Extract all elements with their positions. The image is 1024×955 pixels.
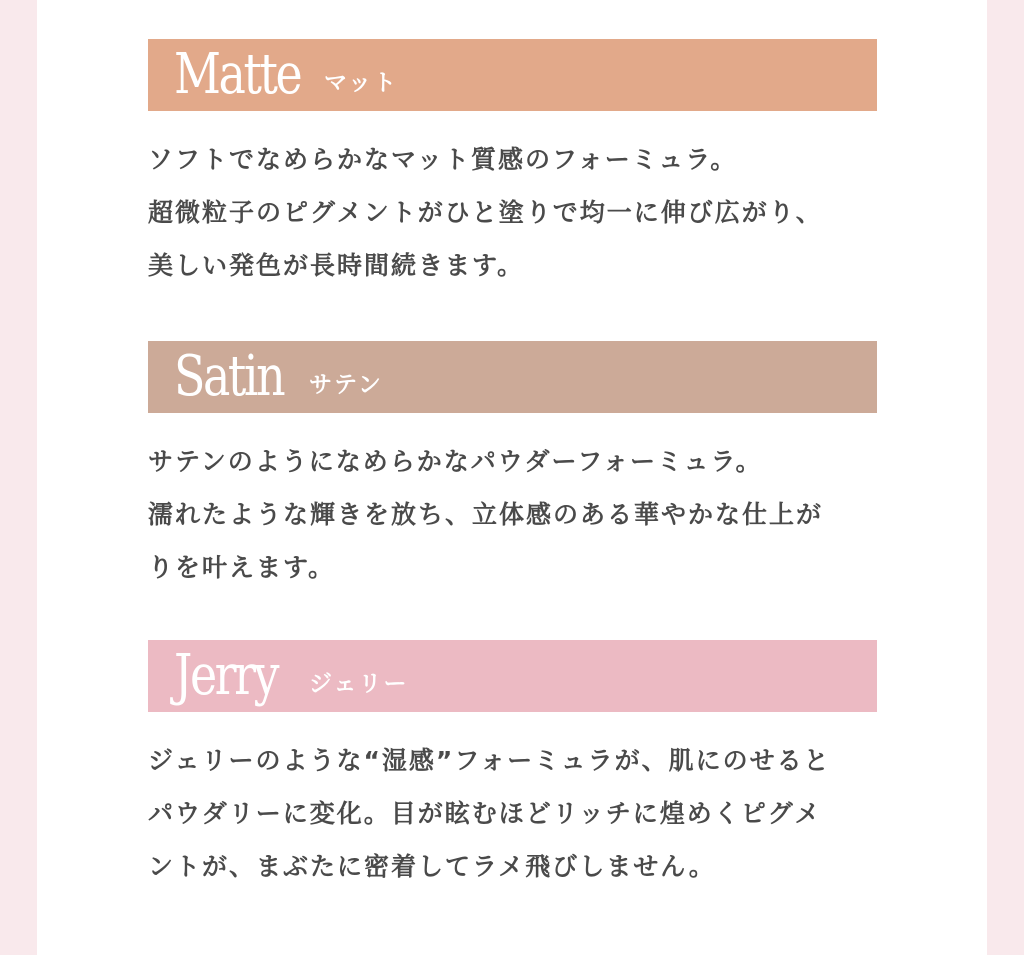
satin-title-ja: サテン — [309, 371, 383, 398]
matte-title-en: Matte — [174, 42, 301, 107]
satin-title-band — [148, 341, 877, 413]
matte-title-ja: マット — [324, 69, 399, 96]
description-line: パウダリーに変化。目が眩むほどリッチに煌めくピグメ — [148, 799, 822, 828]
description-line: りを叶えます。 — [148, 553, 336, 582]
matte-title-band — [148, 39, 877, 111]
jerry-section — [148, 640, 877, 893]
description-line: 超微粒子のピグメントがひと塗りで均一に伸び広がり、 — [148, 198, 823, 227]
satin-description — [148, 435, 877, 594]
description-line: ントが、まぶたに密着してラメ飛びしません。 — [148, 852, 716, 881]
description-line: 美しい発色が長時間続きます。 — [148, 251, 525, 280]
jerry-description — [148, 734, 877, 893]
satin-section — [148, 341, 877, 594]
jerry-title-band — [148, 640, 877, 712]
jerry-title-ja: ジェリー — [309, 670, 409, 697]
matte-description — [148, 133, 877, 292]
description-line: 濡れたような輝きを放ち、立体感のある華やかな仕上が — [148, 500, 824, 529]
matte-section — [148, 39, 877, 292]
description-line: サテンのようになめらかなパウダーフォーミュラ。 — [148, 447, 763, 476]
satin-title-en: Satin — [174, 344, 284, 409]
description-line: ソフトでなめらかなマット質感のフォーミュラ。 — [148, 145, 738, 174]
jerry-title-en: Jerry — [174, 643, 278, 708]
description-line: ジェリーのような“湿感”フォーミュラが、肌にのせると — [148, 746, 831, 775]
